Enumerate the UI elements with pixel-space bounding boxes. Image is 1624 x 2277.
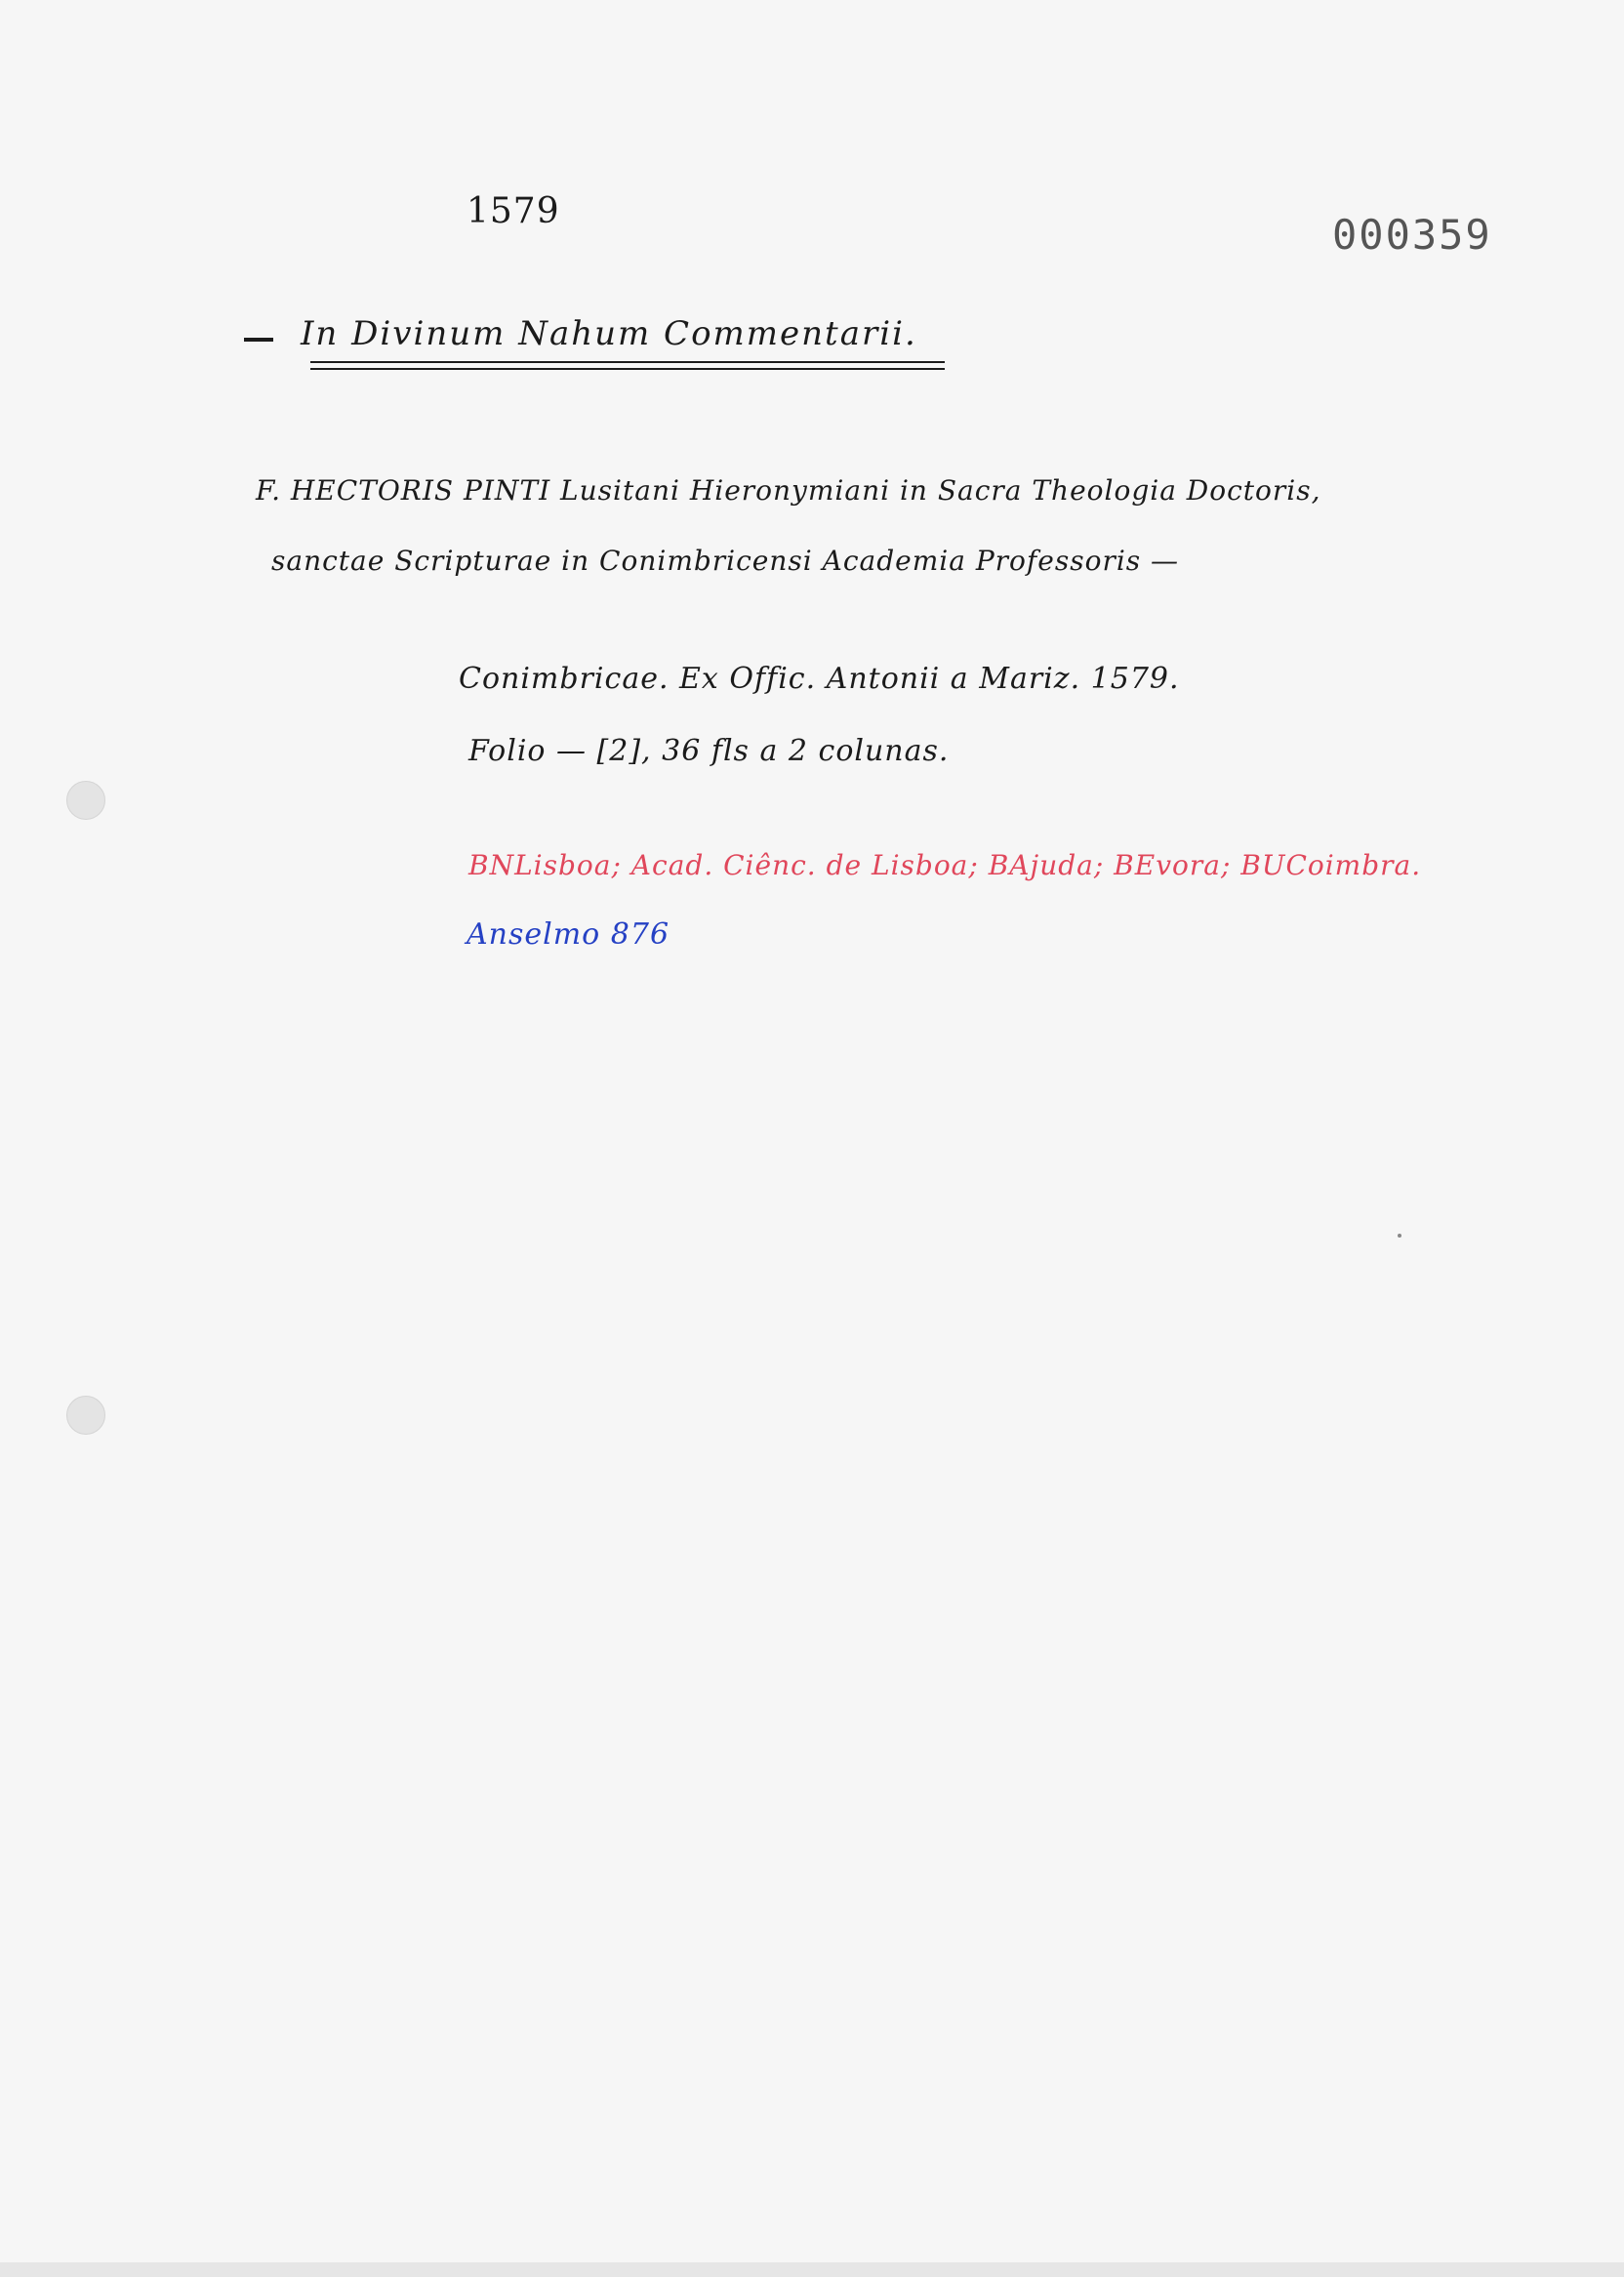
title-underline-2	[310, 368, 945, 370]
title-underline-1	[310, 361, 945, 363]
title-dash	[244, 338, 273, 342]
author-line-2: sanctae Scripturae in Conimbricensi Academia Professoris —	[271, 545, 1180, 577]
work-title: In Divinum Nahum Commentarii.	[301, 314, 917, 353]
collation-line: Folio — [2], 36 fls a 2 colunas.	[468, 734, 950, 768]
title-block	[301, 314, 917, 353]
holdings-line: BNLisboa; Acad. Ciênc. de Lisboa; BAjuda; BEvora; BUCoimbra.	[468, 849, 1422, 881]
bibliographic-reference: Anselmo 876	[467, 917, 670, 952]
scan-edge	[0, 2262, 1624, 2277]
record-number-stamp: 000359	[1332, 211, 1492, 259]
author-line-1: F. HECTORIS PINTI Lusitani Hieronymiani in Sacra Theologia Doctoris,	[256, 474, 1321, 507]
year-heading: 1579	[467, 191, 560, 231]
paper-speck	[1398, 1234, 1401, 1238]
punch-hole-upper	[66, 781, 105, 820]
imprint-line: Conimbricae. Ex Offic. Antonii a Mariz. 1579.	[459, 662, 1180, 696]
punch-hole-lower	[66, 1396, 105, 1435]
